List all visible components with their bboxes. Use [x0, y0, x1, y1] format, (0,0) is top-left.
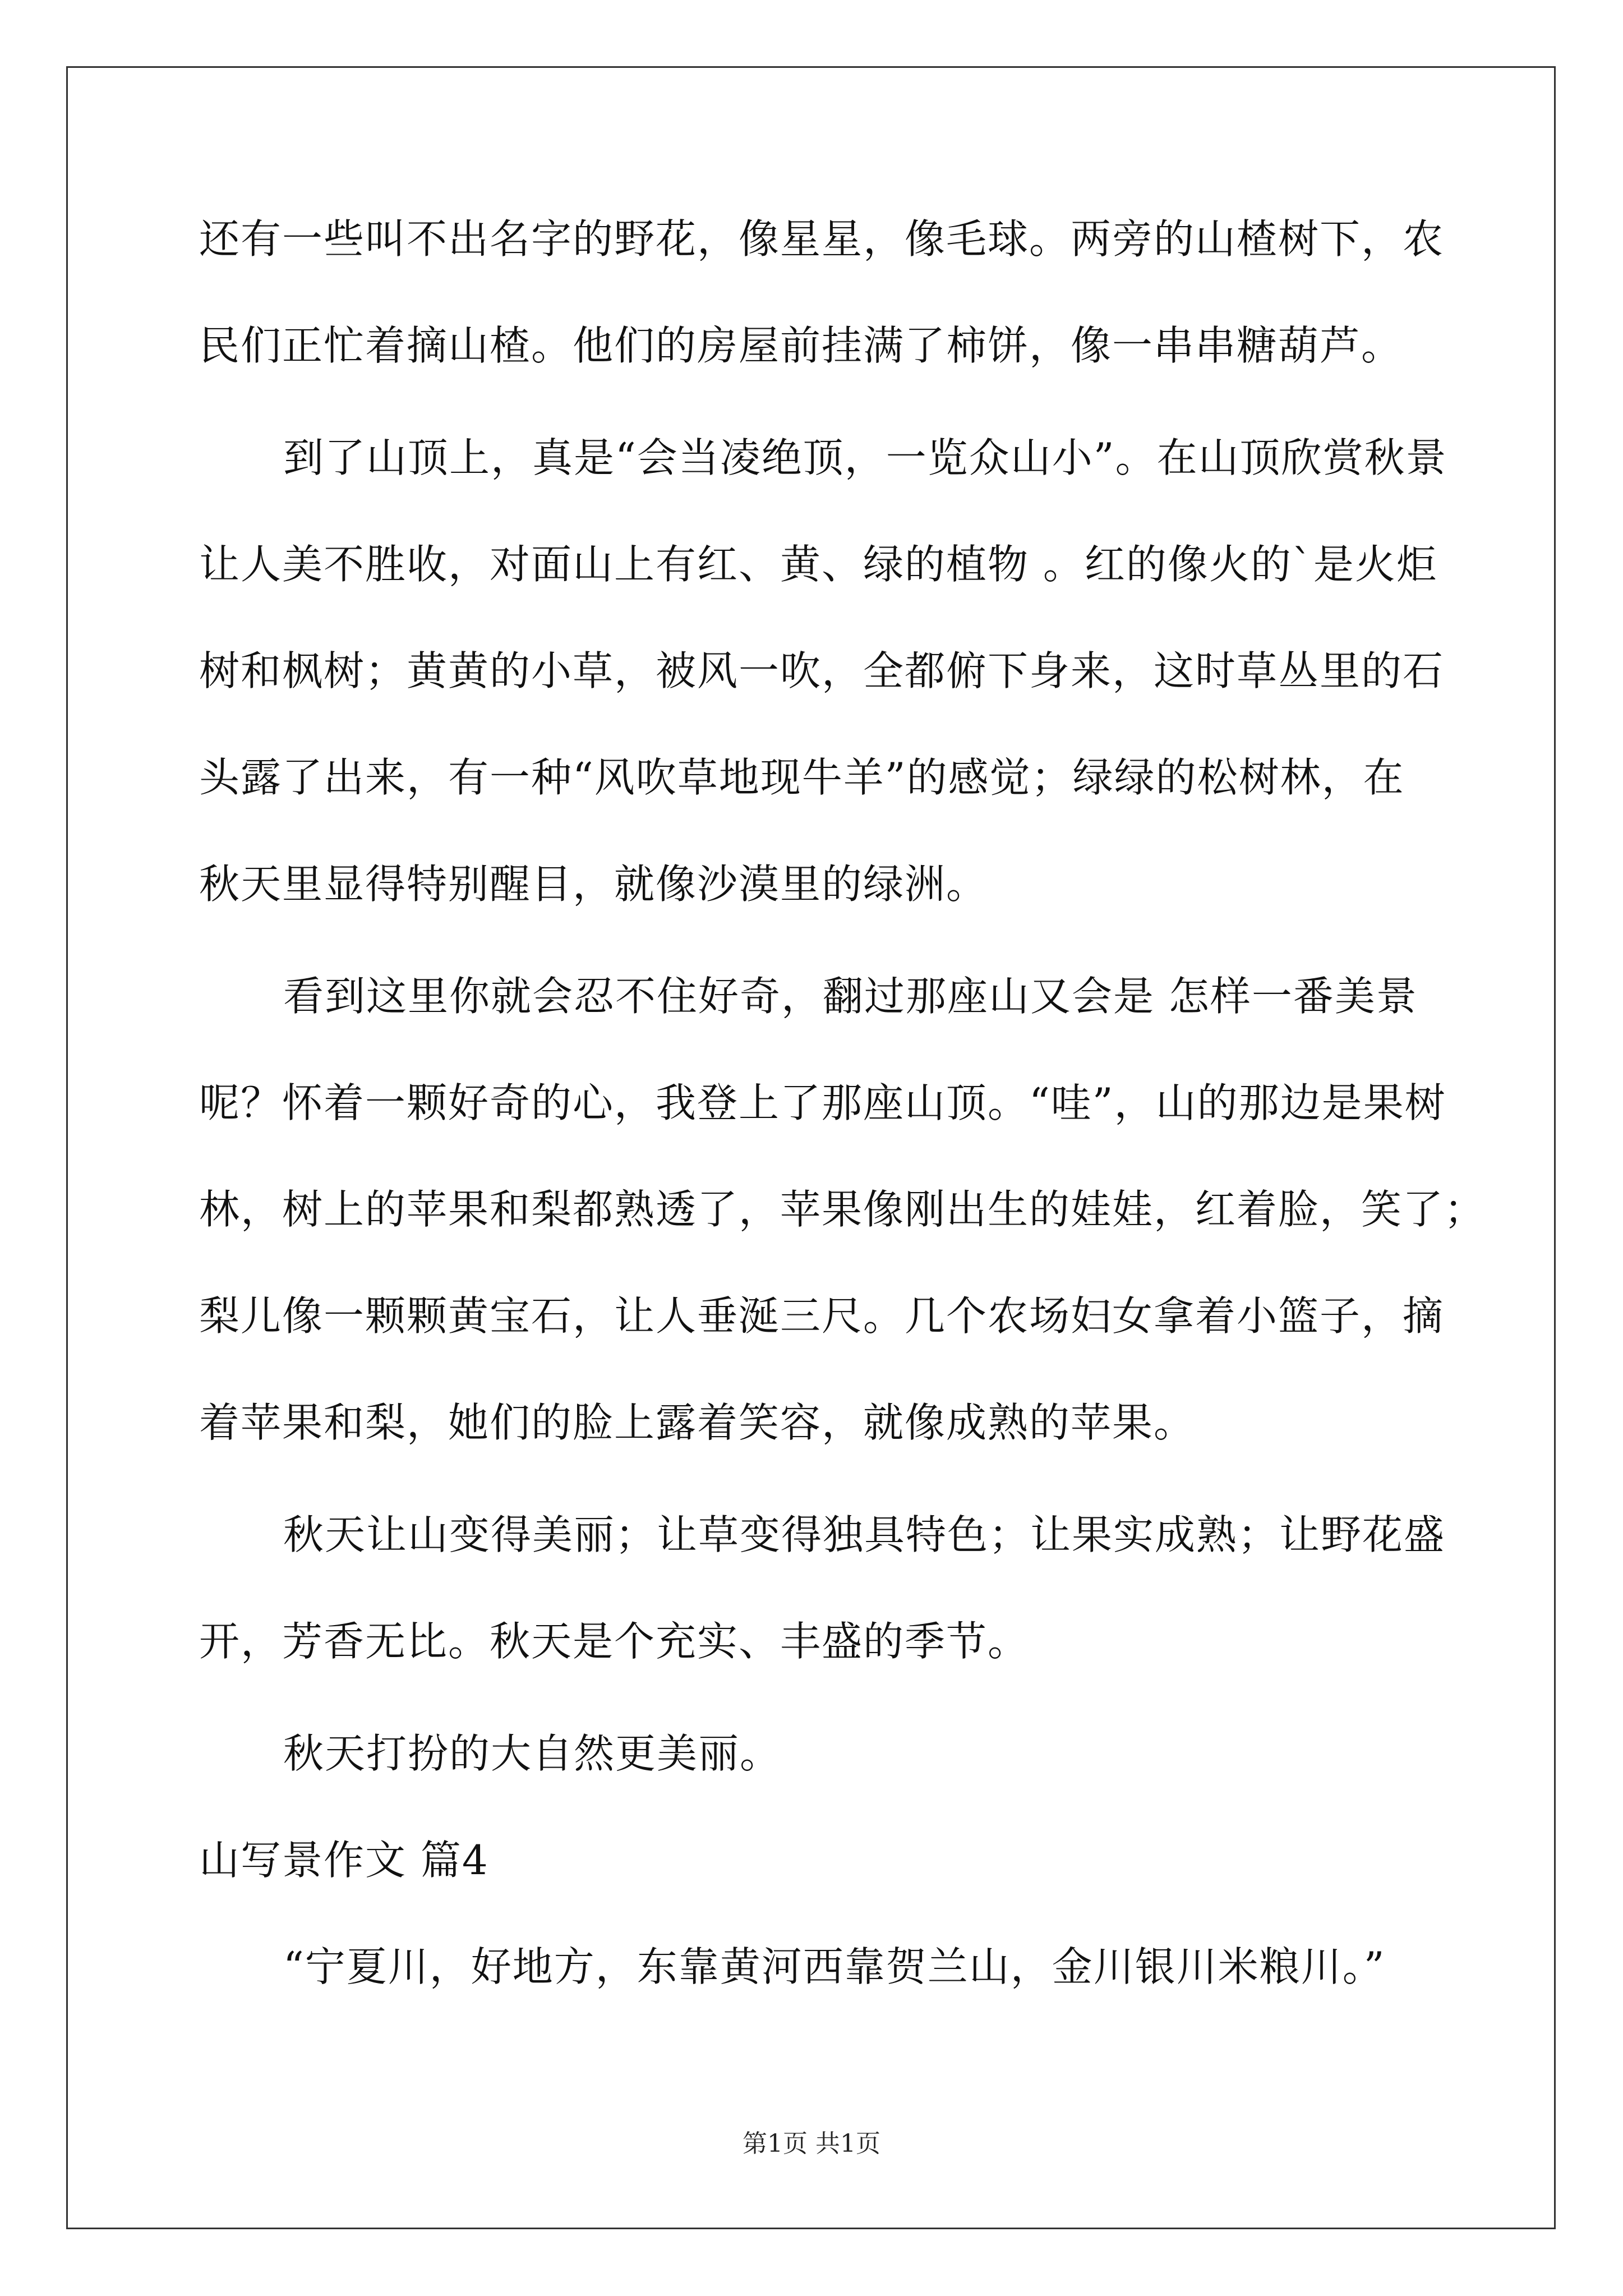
text-line-5: 树和枫树；黄黄的小草，被风一吹，全都俯下身来，这时草丛里的石: [199, 647, 1445, 694]
page-footer: 第1页 共1页: [743, 2129, 880, 2158]
text-line-11: 梨儿像一颗颗黄宝石，让人垂涎三尺。几个农场妇女拿着小篮子，摘: [199, 1292, 1445, 1340]
text-line-1: 还有一些叫不出名字的野花，像星星，像毛球。两旁的山楂树下，农: [199, 215, 1445, 263]
text-line-14: 开，芳香无比。秋天是个充实、丰盛的季节。: [199, 1618, 1030, 1665]
text-line-15: 秋天打扮的大自然更美丽。: [283, 1730, 782, 1777]
text-line-6: 头露了出来，有一种“风吹草地现牛羊”的感觉；绿绿的松树林，在: [199, 754, 1405, 801]
text-line-4: 让人美不胜收，对面山上有红、黄、绿的植物 。红的像火的`是火炬: [199, 541, 1438, 588]
text-line-10: 林，树上的苹果和梨都熟透了，苹果像刚出生的娃娃，红着脸，笑了；: [199, 1186, 1486, 1233]
text-line-8: 看到这里你就会忍不住好奇，翻过那座山又会是 怎样一番美景: [283, 973, 1418, 1020]
text-line-2: 民们正忙着摘山楂。他们的房屋前挂满了柿饼，像一串串糖葫芦。: [199, 322, 1403, 369]
page-border: [66, 66, 1556, 2229]
text-line-12: 着苹果和梨，她们的脸上露着笑容，就像成熟的苹果。: [199, 1399, 1196, 1446]
text-line-13: 秋天让山变得美丽；让草变得独具特色；让果实成熟；让野花盛: [283, 1511, 1446, 1558]
section-heading: 山写景作文 篇4: [199, 1837, 489, 1884]
text-line-7: 秋天里显得特别醒目，就像沙漠里的绿洲。: [199, 861, 988, 908]
text-line-3: 到了山顶上，真是“会当凌绝顶，一览众山小”。在山顶欣赏秋景: [283, 434, 1447, 481]
text-line-17: “宁夏川，好地方，东靠黄河西靠贺兰山，金川银川米粮川。”: [283, 1943, 1386, 1990]
text-line-9: 呢？怀着一颗好奇的心，我登上了那座山顶。“哇”，山的那边是果树: [199, 1079, 1446, 1126]
